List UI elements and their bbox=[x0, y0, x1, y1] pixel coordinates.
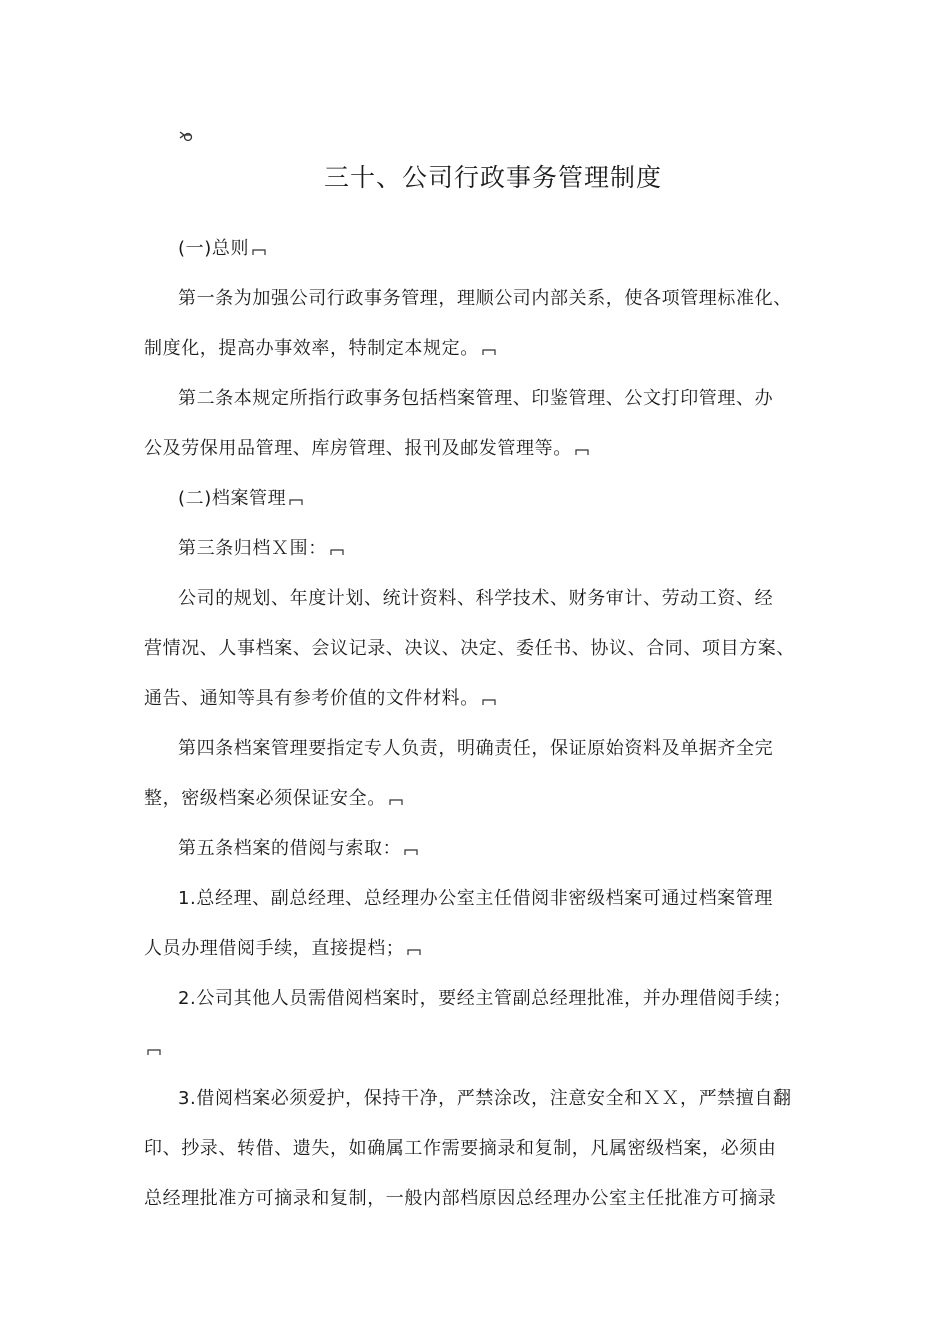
paragraph-line: 3.借阅档案必须爱护，保持干净，严禁涂改，注意安全和ＸＸ，严禁擅自翻 bbox=[178, 1088, 792, 1109]
document-title: 三十、公司行政事务管理制度 bbox=[323, 163, 662, 192]
paragraph-line: 印、抄录、转借、遗失，如确属工作需要摘录和复制，凡属密级档案，必须由 bbox=[144, 1138, 777, 1159]
paragraph-line: (一)总则 bbox=[178, 238, 250, 259]
paragraph-mark-icon bbox=[482, 698, 496, 706]
paragraph-line: (二)档案管理 bbox=[178, 488, 287, 509]
paragraph-line: 2.公司其他人员需借阅档案时，要经主管副总经理批准，并办理借阅手续； bbox=[178, 988, 792, 1009]
anchor-icon bbox=[178, 128, 196, 142]
paragraph-line: 第五条档案的借阅与索取： bbox=[178, 838, 402, 859]
paragraph-line: 通告、通知等具有参考价值的文件材料。 bbox=[144, 688, 479, 709]
paragraph bbox=[144, 1074, 824, 1224]
paragraph-line: 公及劳保用品管理、库房管理、报刊及邮发管理等。 bbox=[144, 438, 572, 459]
paragraph-mark-icon bbox=[252, 248, 266, 256]
document-body bbox=[144, 224, 824, 1224]
paragraph-mark-icon bbox=[147, 1048, 161, 1056]
paragraph-line: 第三条归档Ｘ围： bbox=[178, 538, 327, 559]
paragraph-line: 公司的规划、年度计划、统计资料、科学技术、财务审计、劳动工资、经 bbox=[178, 588, 774, 609]
paragraph-mark-icon bbox=[575, 448, 589, 456]
paragraph-mark-icon bbox=[389, 798, 403, 806]
paragraph-line: 制度化，提高办事效率，特制定本规定。 bbox=[144, 338, 479, 359]
paragraph bbox=[144, 974, 824, 1074]
paragraph-mark-icon bbox=[407, 948, 421, 956]
paragraph bbox=[144, 524, 824, 574]
paragraph-line: 整，密级档案必须保证安全。 bbox=[144, 788, 386, 809]
paragraph-line: 第二条本规定所指行政事务包括档案管理、印鉴管理、公文打印管理、办 bbox=[178, 388, 774, 409]
paragraph-mark-icon bbox=[330, 548, 344, 556]
paragraph bbox=[144, 824, 824, 874]
paragraph bbox=[144, 574, 824, 724]
paragraph bbox=[144, 874, 824, 974]
paragraph bbox=[144, 474, 824, 524]
paragraph bbox=[144, 224, 824, 274]
paragraph-line: 第一条为加强公司行政事务管理，理顺公司内部关系，使各项管理标准化、 bbox=[178, 288, 792, 309]
paragraph-line: 营情况、人事档案、会议记录、决议、决定、委任书、协议、合同、项目方案、 bbox=[144, 638, 795, 659]
paragraph-line: 1.总经理、副总经理、总经理办公室主任借阅非密级档案可通过档案管理 bbox=[178, 888, 773, 909]
paragraph bbox=[144, 274, 824, 374]
paragraph bbox=[144, 374, 824, 474]
paragraph bbox=[144, 724, 824, 824]
paragraph-mark-icon bbox=[482, 348, 496, 356]
paragraph-mark-icon bbox=[404, 848, 418, 856]
paragraph-mark-icon bbox=[289, 498, 303, 506]
paragraph-line: 人员办理借阅手续，直接提档； bbox=[144, 938, 405, 959]
paragraph-line: 第四条档案管理要指定专人负责，明确责任，保证原始资料及单据齐全完 bbox=[178, 738, 774, 759]
paragraph-line: 总经理批准方可摘录和复制，一般内部档原因总经理办公室主任批准方可摘录 bbox=[144, 1188, 777, 1209]
